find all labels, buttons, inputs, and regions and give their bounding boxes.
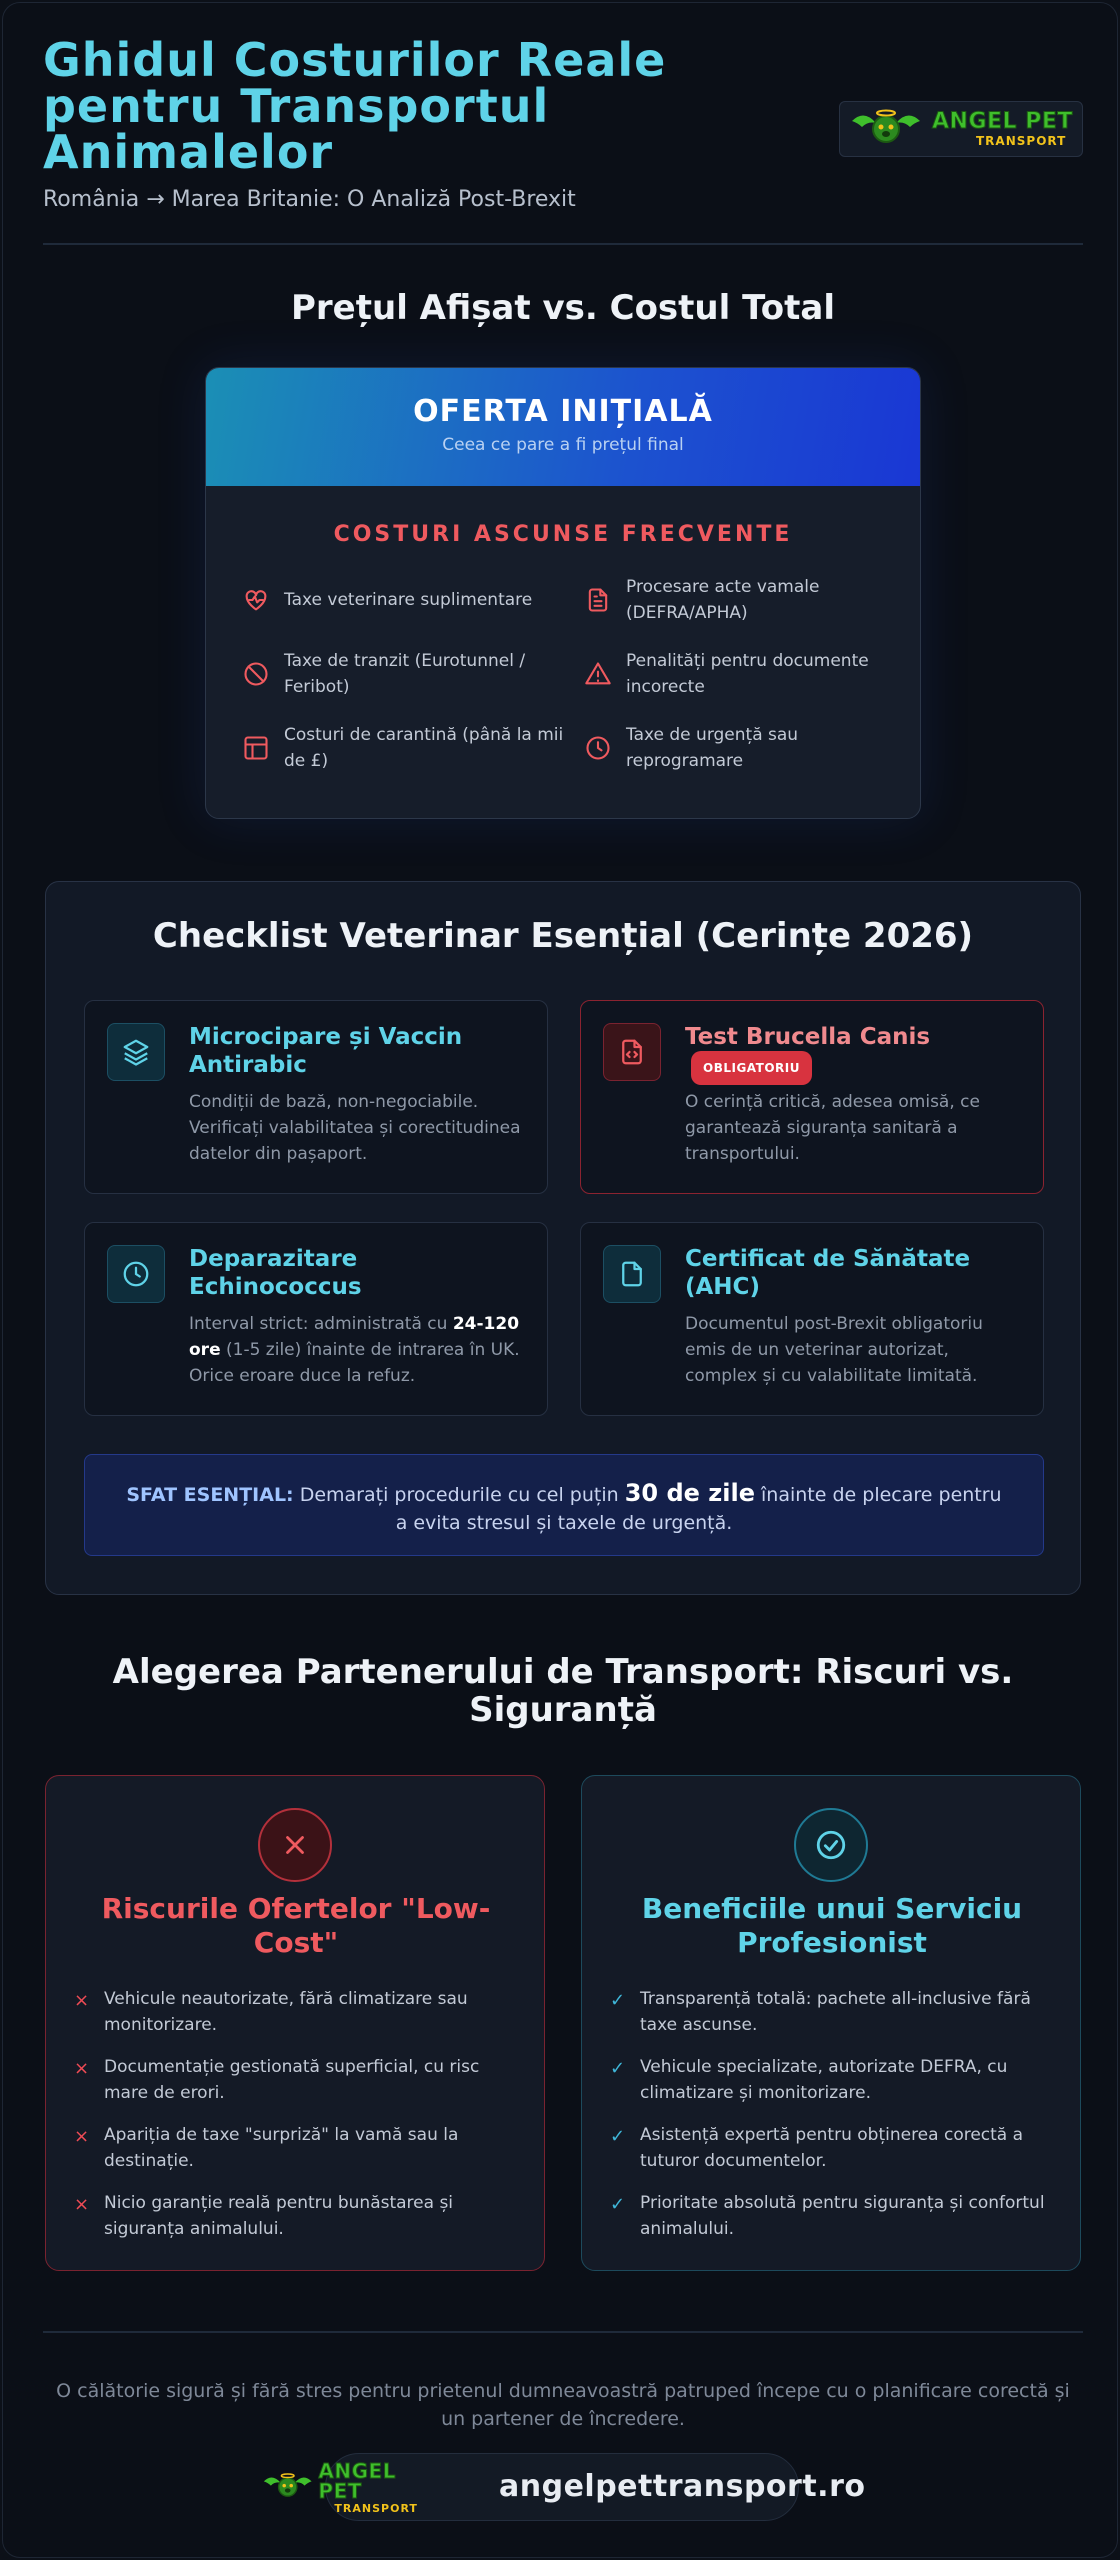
list-item-text: Nicio garanție reală pentru bunăstarea și siguranța animalului. <box>104 2193 454 2239</box>
tip-text: înainte de plecare pentru a evita stresul și taxele de urgență. <box>395 1484 1002 1534</box>
hidden-cost-label: Taxe de tranzit (Eurotunnel / Feribot) <box>284 651 526 697</box>
hidden-cost-item <box>242 574 584 626</box>
list-item <box>610 2190 1050 2242</box>
hidden-cost-label: Taxe veterinare suplimentare <box>284 590 533 610</box>
list-item <box>74 1986 514 2038</box>
check-mark-icon: ✓ <box>610 2126 626 2147</box>
warning-icon <box>584 660 612 688</box>
low-cost-risks-card <box>45 1775 545 2271</box>
hidden-cost-label: Costuri de carantină (până la mii de £) <box>284 725 564 771</box>
card-description: O cerință critică, adesea omisă, ce garantează siguranța sanitară a transportului. <box>685 1092 980 1164</box>
list-item-text: Documentație gestionată superficial, cu risc mare de erori. <box>104 2057 480 2103</box>
logo-name: ANGEL PET <box>932 109 1073 134</box>
price-card <box>205 367 921 819</box>
ban-icon <box>242 660 270 688</box>
hidden-cost-item <box>242 722 584 774</box>
brand-logo[interactable] <box>839 101 1083 157</box>
tip-text: Demarați procedurile cu cel puțin <box>293 1484 625 1506</box>
page-title: Ghidul Costurilor Reale pentru Transportul Animalelor <box>43 33 667 179</box>
logo-tagline: TRANSPORT <box>976 134 1067 148</box>
layers-icon <box>107 1023 165 1081</box>
checklist-panel <box>45 881 1081 1595</box>
page-subtitle: România → Marea Britanie: O Analiză Post-Brexit <box>43 187 576 212</box>
hidden-cost-label: Procesare acte vamale (DEFRA/APHA) <box>626 577 820 623</box>
mandatory-badge: OBLIGATORIU <box>691 1051 812 1085</box>
list-item-text: Vehicule neautorizate, fără climatizare sau monitorizare. <box>104 1989 468 2035</box>
benefits-title: Beneficiile unui Serviciu Profesionist <box>641 1892 1023 1959</box>
partners-section-title: Alegerea Partenerului de Transport: Riscuri vs. Siguranță <box>112 1652 1014 1730</box>
clock-icon <box>107 1245 165 1303</box>
card-description-highlight: 24-120 ore <box>189 1314 520 1360</box>
heart-pulse-icon <box>242 586 270 614</box>
risks-title: Riscurile Ofertelor "Low-Cost" <box>101 1892 491 1959</box>
checklist-title: Checklist Veterinar Esențial (Cerințe 2026) <box>152 916 974 956</box>
page-frame <box>2 2 1118 2558</box>
hidden-cost-item <box>242 648 584 700</box>
card-description <box>189 1311 529 1389</box>
list-item-text: Asistență expertă pentru obținerea corectă a tuturor documentelor. <box>640 2125 1024 2171</box>
hidden-costs-list <box>242 574 892 774</box>
card-title: Deparazitare Echinococcus <box>189 1246 362 1300</box>
professional-benefits-card <box>581 1775 1081 2271</box>
hidden-cost-item <box>584 722 892 774</box>
checklist-card-brucella <box>580 1000 1044 1194</box>
x-mark-icon: × <box>74 2058 90 2079</box>
card-title-text: Test Brucella Canis <box>685 1024 931 1050</box>
header <box>43 33 1083 212</box>
logo-name: ANGEL PET <box>318 2458 396 2503</box>
list-item <box>610 2122 1050 2174</box>
benefits-list <box>610 1986 1050 2258</box>
hidden-cost-label: Penalități pentru documente incorecte <box>626 651 869 697</box>
check-mark-icon: ✓ <box>610 1990 626 2011</box>
list-item <box>74 2190 514 2242</box>
website-link[interactable]: angelpettransport.ro <box>499 2469 866 2504</box>
x-mark-icon: × <box>74 2194 90 2215</box>
hidden-costs-title: COSTURI ASCUNSE FRECVENTE <box>333 522 793 547</box>
card-title: Microcipare și Vaccin Antirabic <box>189 1024 463 1078</box>
list-item-text: Prioritate absolută pentru siguranța și confortul animalului. <box>640 2193 1045 2239</box>
x-mark-icon: × <box>74 2126 90 2147</box>
list-item <box>610 2054 1050 2106</box>
file-code-icon <box>603 1023 661 1081</box>
list-item <box>74 2122 514 2174</box>
angel-dog-icon <box>261 2467 314 2507</box>
check-mark-icon: ✓ <box>610 2194 626 2215</box>
angel-dog-icon <box>848 107 924 151</box>
initial-offer-subtitle: Ceea ce pare a fi prețul final <box>442 435 684 455</box>
checklist-card-ahc <box>580 1222 1044 1416</box>
hidden-cost-item <box>584 574 892 626</box>
checklist-card-microchip <box>84 1000 548 1194</box>
hidden-cost-label: Taxe de urgență sau reprogramare <box>626 725 799 771</box>
list-item <box>74 2054 514 2106</box>
footer-text: O călătorie sigură și fără stres pentru prietenul dumneavoastră patruped începe cu o planificare corectă și un partener de încredere. <box>56 2380 1070 2430</box>
initial-offer-header <box>206 368 920 486</box>
card-description: Condiții de bază, non-negociabile. Verificați valabilitatea și corectitudinea datelor din pașaport. <box>189 1092 521 1164</box>
card-description-text: Interval strict: administrată cu <box>189 1314 453 1334</box>
x-mark-icon: × <box>74 1990 90 2011</box>
price-section-title: Prețul Afișat vs. Costul Total <box>290 288 836 328</box>
hidden-cost-item <box>584 648 892 700</box>
document-icon <box>584 586 612 614</box>
initial-offer-title: OFERTA INIȚIALĂ <box>413 394 713 429</box>
footer-logo[interactable] <box>261 2458 441 2515</box>
check-mark-icon: ✓ <box>610 2058 626 2079</box>
x-icon <box>258 1808 332 1882</box>
list-item-text: Apariția de taxe "surpriză" la vamă sau la destinație. <box>104 2125 459 2171</box>
logo-tagline: TRANSPORT <box>334 2501 418 2515</box>
tip-highlight: 30 de zile <box>624 1479 755 1507</box>
clock-icon <box>584 734 612 762</box>
divider <box>43 2331 1083 2333</box>
list-item <box>610 1986 1050 2038</box>
card-title: Certificat de Sănătate (AHC) <box>685 1246 971 1300</box>
file-icon <box>603 1245 661 1303</box>
risks-list <box>74 1986 514 2258</box>
list-item-text: Vehicule specializate, autorizate DEFRA, cu climatizare și monitorizare. <box>640 2057 1008 2103</box>
tip-label: SFAT ESENȚIAL: <box>126 1484 294 1506</box>
card-description: Documentul post-Brexit obligatoriu emis de un veterinar autorizat, complex și cu valabilitate limitată. <box>685 1314 983 1386</box>
layout-icon <box>242 734 270 762</box>
check-circle-icon <box>794 1808 868 1882</box>
essential-tip <box>84 1454 1044 1556</box>
list-item-text: Transparență totală: pachete all-inclusive fără taxe ascunse. <box>640 1989 1031 2035</box>
card-title <box>685 1023 1025 1085</box>
divider <box>43 243 1083 245</box>
card-description-text: (1-5 zile) înainte de intrarea în UK. Orice eroare duce la refuz. <box>189 1340 520 1386</box>
checklist-card-echinococcus <box>84 1222 548 1416</box>
